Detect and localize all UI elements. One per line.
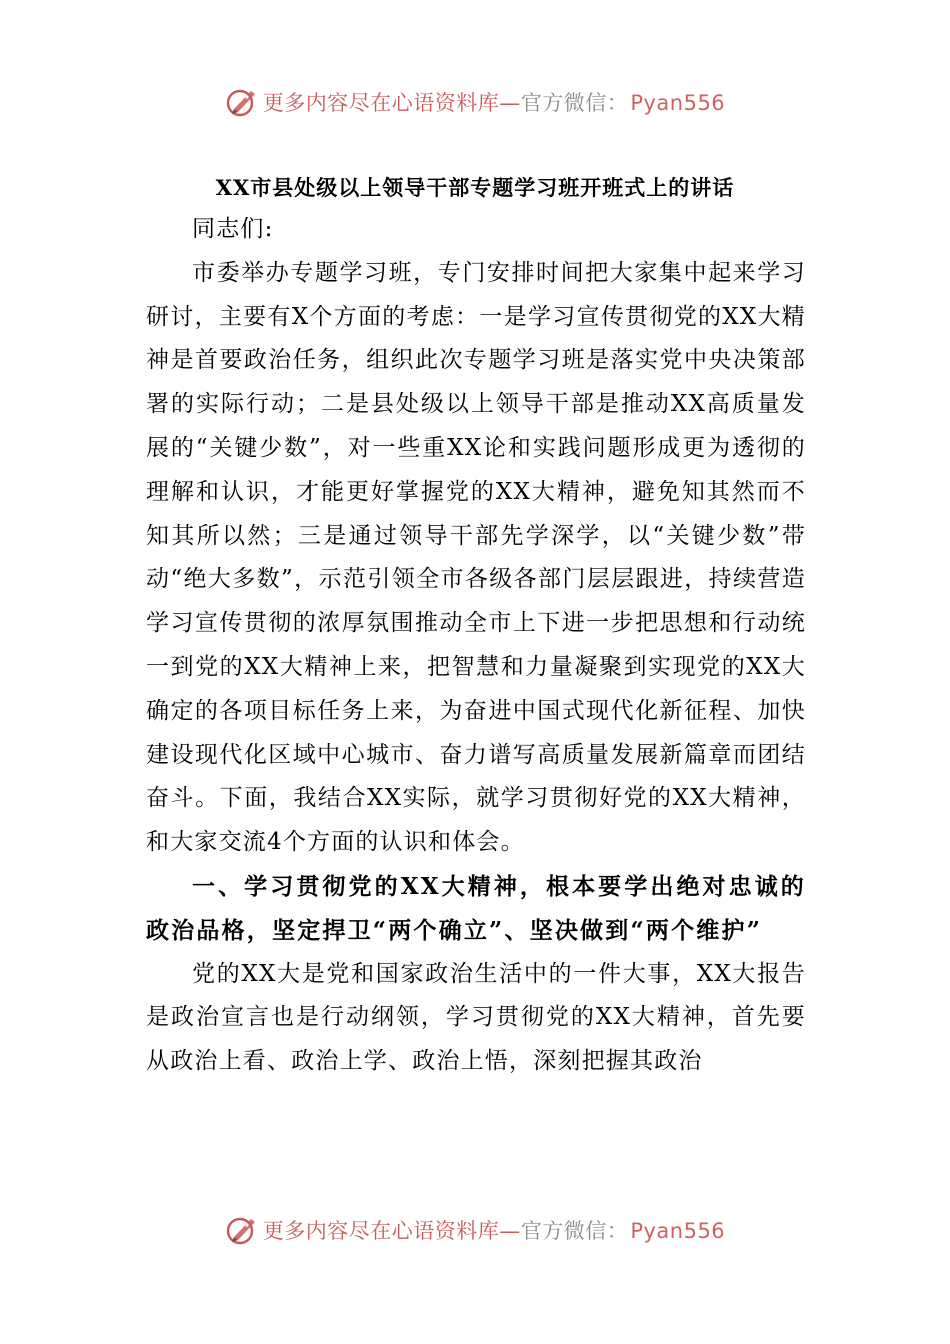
watermark-dash: —: [499, 1219, 521, 1243]
paragraph-intro: 市委举办专题学习班，专门安排时间把大家集中起来学习研讨，主要有X个方面的考虑：一是学习宣传贯彻党的XX大精神是首要政治任务，组织此次专题学习班是落实党中央决策部署的实际行动；二是县处级以上领导干部是推动XX高质量发展的“关键少数”，对一些重XX论和实践问题形成更为透彻的理解和认识，才能更好掌握党的XX大精神，避免知其然而不知其所以然；三是通过领导干部先学深学，以“关键少数”带动“绝大多数”，示范引领全市各级各部门层层跟进，持续营造学习宣传贯彻的浓厚氛围推动全市上下进一步把思想和行动统一到党的XX大精神上来，把智慧和力量凝聚到实现党的XX大确定的各项目标任务上来，为奋进中国式现代化新征程、加快建设现代化区域中心城市、奋力谱写高质量发展新篇章而团结奋斗。下面，我结合XX实际，就学习贯彻好党的XX大精神，和大家交流4个方面的认识和体会。: [146, 259, 806, 856]
watermark-footer: [0, 1210, 950, 1250]
watermark-brand: 更多内容尽在心语资料库: [262, 1219, 500, 1243]
watermark-official-label: 官方微信：: [520, 1219, 629, 1243]
watermark-dash: —: [499, 91, 521, 115]
watermark-wechat-id: Pyan556: [630, 91, 726, 115]
watermark-wechat-id: Pyan556: [630, 1219, 726, 1243]
watermark-official-label: 官方微信：: [520, 91, 629, 115]
salutation: 同志们:: [192, 216, 274, 242]
watermark-header: [0, 82, 950, 122]
pen-circle-logo-icon: [225, 85, 259, 119]
watermark-text: [263, 87, 725, 117]
pen-circle-logo-icon: [225, 1213, 259, 1247]
section-heading-1: 一、学习贯彻党的XX大精神，根本要学出绝对忠诚的政治品格，坚定捍卫“两个确立”、坚决做到“两个维护”: [146, 872, 806, 944]
document-body: [146, 208, 806, 1084]
paragraph-section-1: 党的XX大是党和国家政治生活中的一件大事，XX大报告是政治宣言也是行动纲领，学习贯彻党的XX大精神，首先要从政治上看、政治上学、政治上悟，深刻把握其政治: [146, 960, 806, 1075]
document-title: XX市县处级以上领导干部专题学习班开班式上的讲话: [215, 175, 735, 200]
watermark-text: [263, 1215, 725, 1245]
watermark-brand: 更多内容尽在心语资料库: [262, 91, 500, 115]
